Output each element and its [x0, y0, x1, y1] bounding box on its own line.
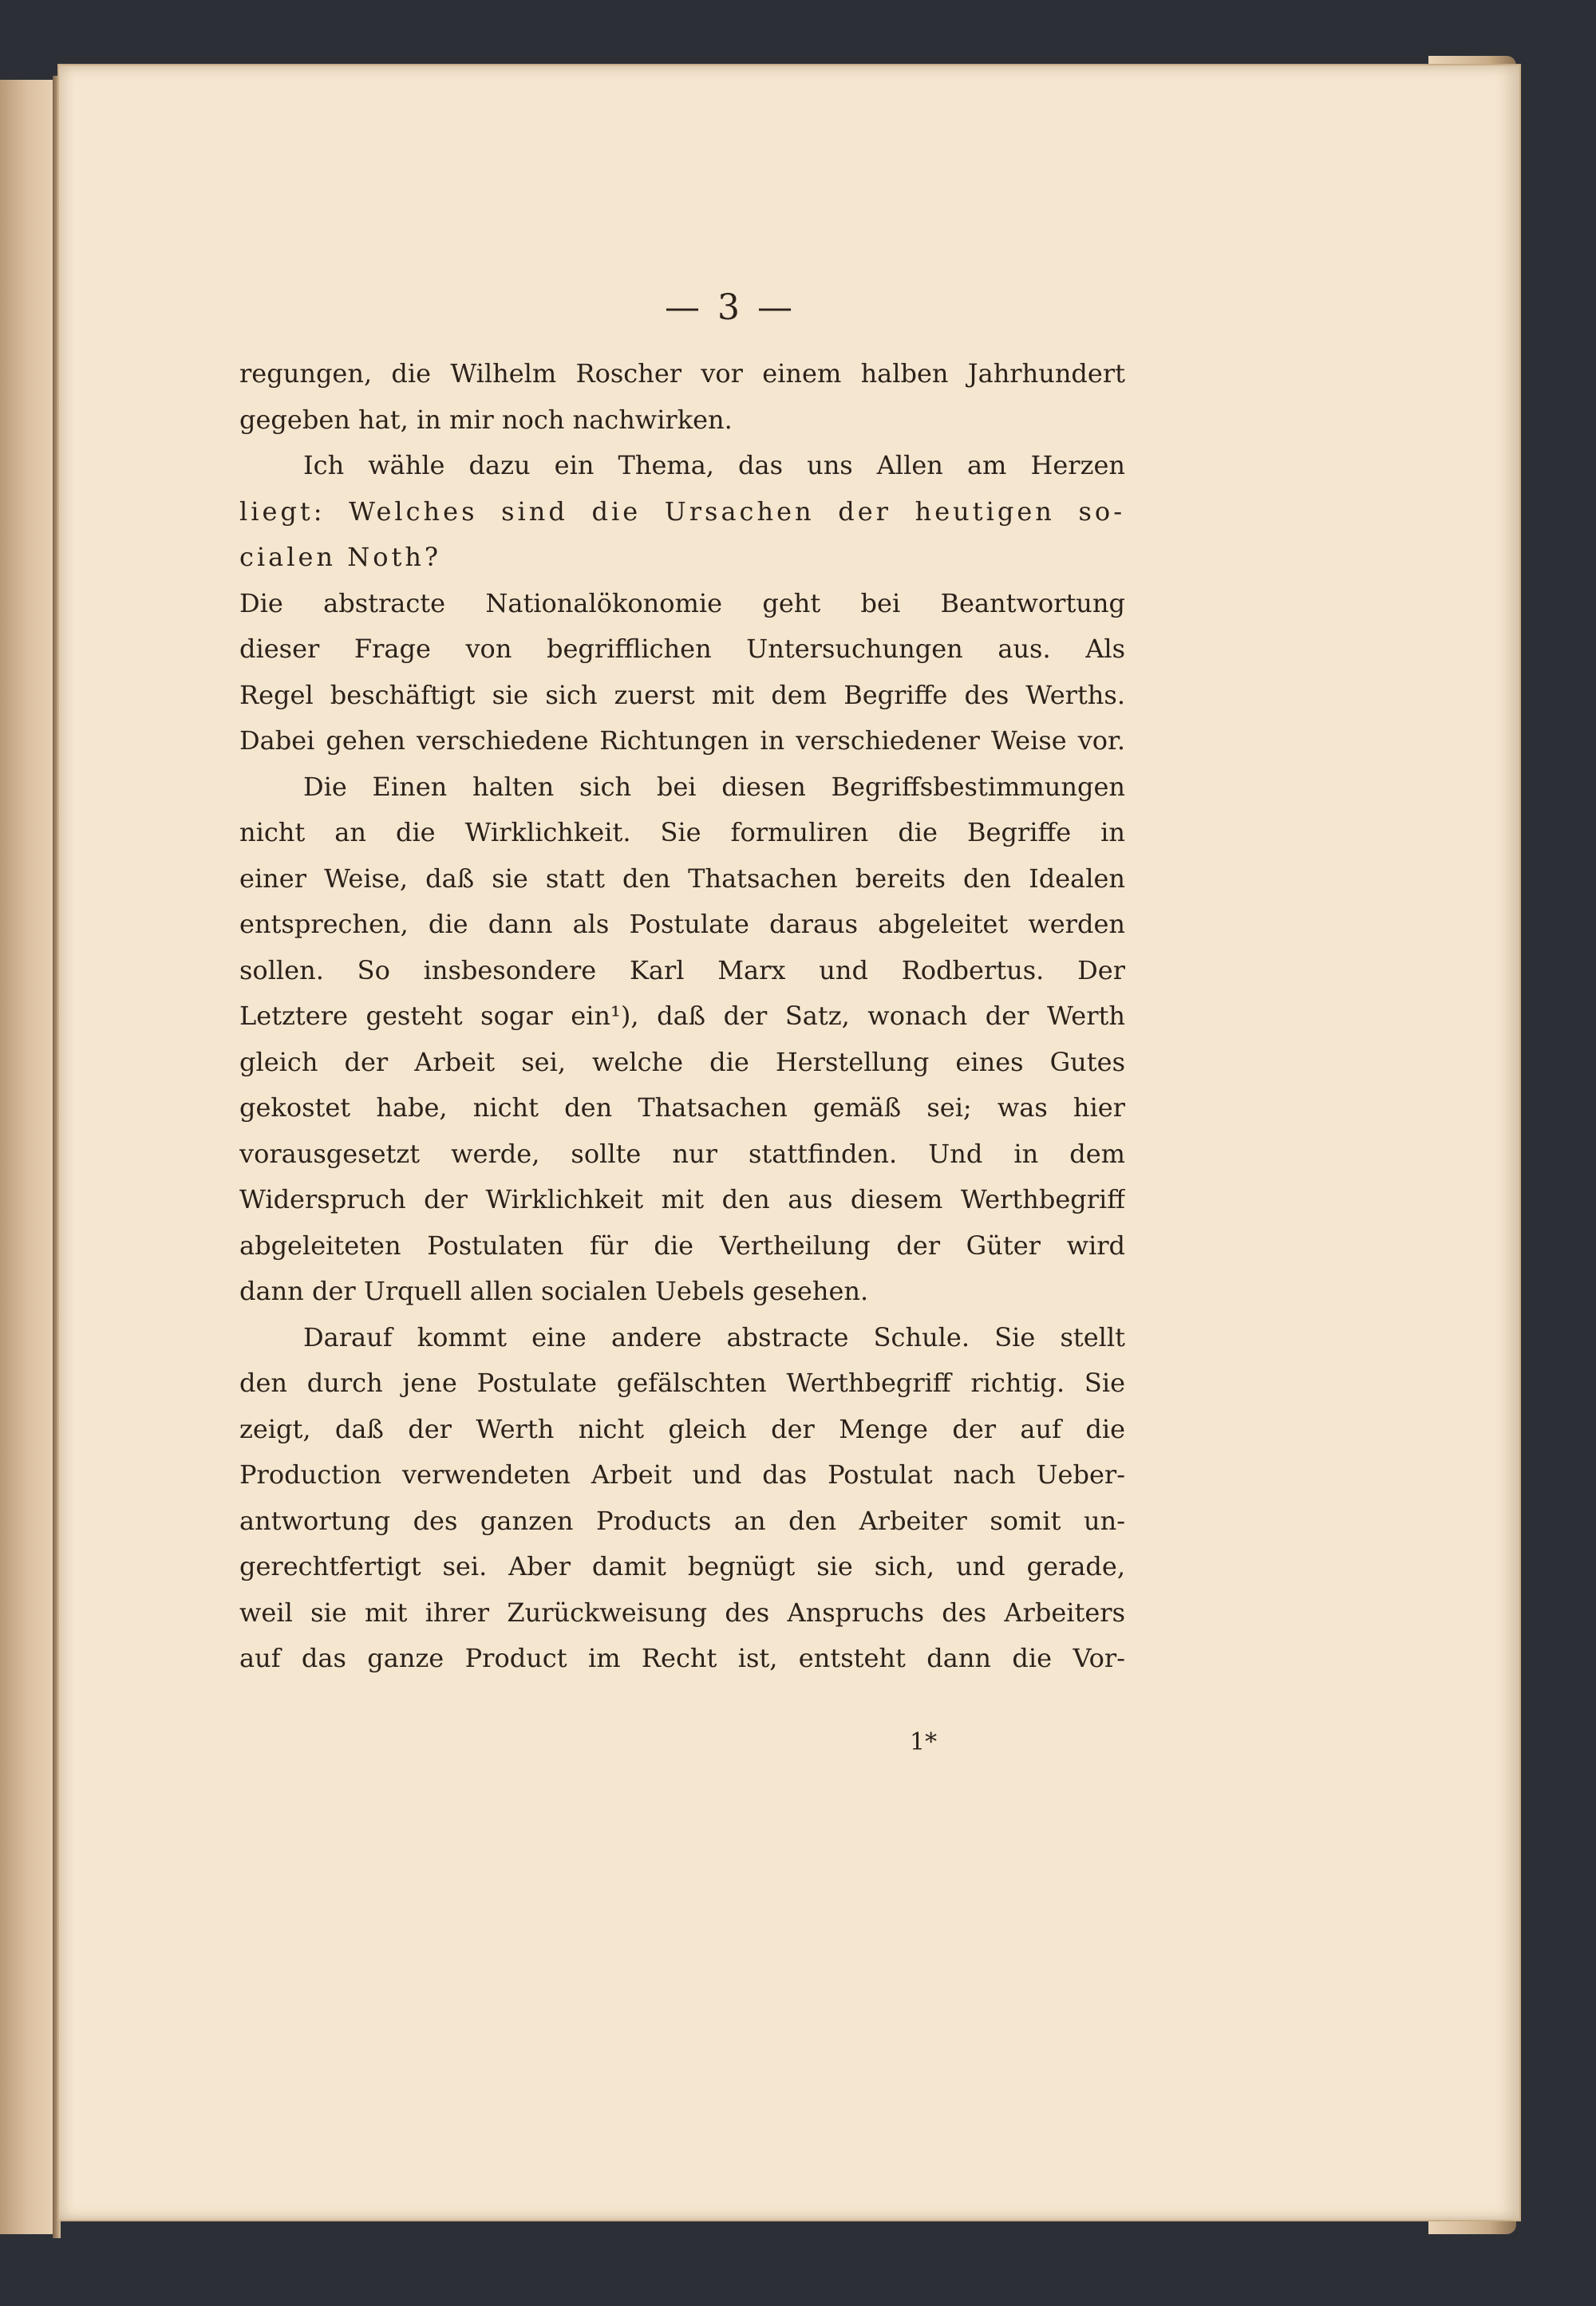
text-line: Widerspruch der Wirklichkeit mit den aus diesem Werthbegriff: [239, 1184, 1125, 1214]
text-line: liegt: Welches sind die Ursachen der heutigen so-: [239, 496, 1125, 527]
text-line: dieser Frage von begrifflichen Untersuchungen aus. Als: [239, 634, 1125, 664]
text-line: sollen. So insbesondere Karl Marx und Rodbertus. Der: [239, 954, 1125, 985]
text-line: cialen Noth?: [239, 542, 442, 572]
text-line: gekostet habe, nicht den Thatsachen gemäß sei; was hier: [239, 1092, 1125, 1123]
text-line: Production verwendeten Arbeit und das Postulat nach Ueber-: [239, 1459, 1125, 1490]
text-line: Regel beschäftigt sie sich zuerst mit dem Begriffe des Werths.: [239, 679, 1125, 710]
text-line: entsprechen, die dann als Postulate daraus abgeleitet werden: [239, 909, 1125, 939]
signature-mark: 1*: [910, 1728, 938, 1756]
text-line: dann der Urquell allen socialen Uebels gesehen.: [239, 1276, 869, 1306]
body-text: [239, 351, 1125, 1682]
text-line: Letztere gesteht sogar ein¹), daß der Satz, wonach der Werth: [239, 1001, 1125, 1031]
page-number: — 3 —: [665, 287, 796, 328]
text-line: gleich der Arbeit sei, welche die Herstellung eines Gutes: [239, 1046, 1125, 1077]
text-line: nicht an die Wirklichkeit. Sie formuliren die Begriffe in: [239, 817, 1125, 847]
text-line: antwortung des ganzen Products an den Arbeiter somit un-: [239, 1505, 1125, 1536]
text-line: vorausgesetzt werde, sollte nur stattfinden. Und in dem: [239, 1138, 1125, 1169]
text-line: einer Weise, daß sie statt den Thatsachen bereits den Idealen: [239, 863, 1125, 894]
text-line: abgeleiteten Postulaten für die Vertheilung der Güter wird: [239, 1230, 1125, 1261]
text-line: zeigt, daß der Werth nicht gleich der Menge der auf die: [239, 1413, 1125, 1444]
text-line: weil sie mit ihrer Zurückweisung des Anspruchs des Arbeiters: [239, 1597, 1125, 1628]
text-line: Ich wähle dazu ein Thema, das uns Allen am Herzen: [303, 450, 1125, 480]
text-line: gerechtfertigt sei. Aber damit begnügt sie sich, und gerade,: [239, 1551, 1125, 1581]
text-line: Die abstracte Nationalökonomie geht bei Beantwortung: [239, 587, 1125, 618]
text-line: regungen, die Wilhelm Roscher vor einem halben Jahrhundert: [239, 358, 1125, 389]
text-line: Die Einen halten sich bei diesen Begriffsbestimmungen: [303, 771, 1125, 802]
text-line: gegeben hat, in mir noch nachwirken.: [239, 404, 733, 435]
text-line: den durch jene Postulate gefälschten Werthbegriff richtig. Sie: [239, 1368, 1125, 1398]
left-page-edge: [0, 80, 55, 2234]
text-line: Darauf kommt eine andere abstracte Schule. Sie stellt: [303, 1321, 1125, 1352]
text-line: Dabei gehen verschiedene Richtungen in verschiedener Weise vor.: [239, 725, 1125, 756]
text-line: auf das ganze Product im Recht ist, entsteht dann die Vor-: [239, 1643, 1125, 1673]
